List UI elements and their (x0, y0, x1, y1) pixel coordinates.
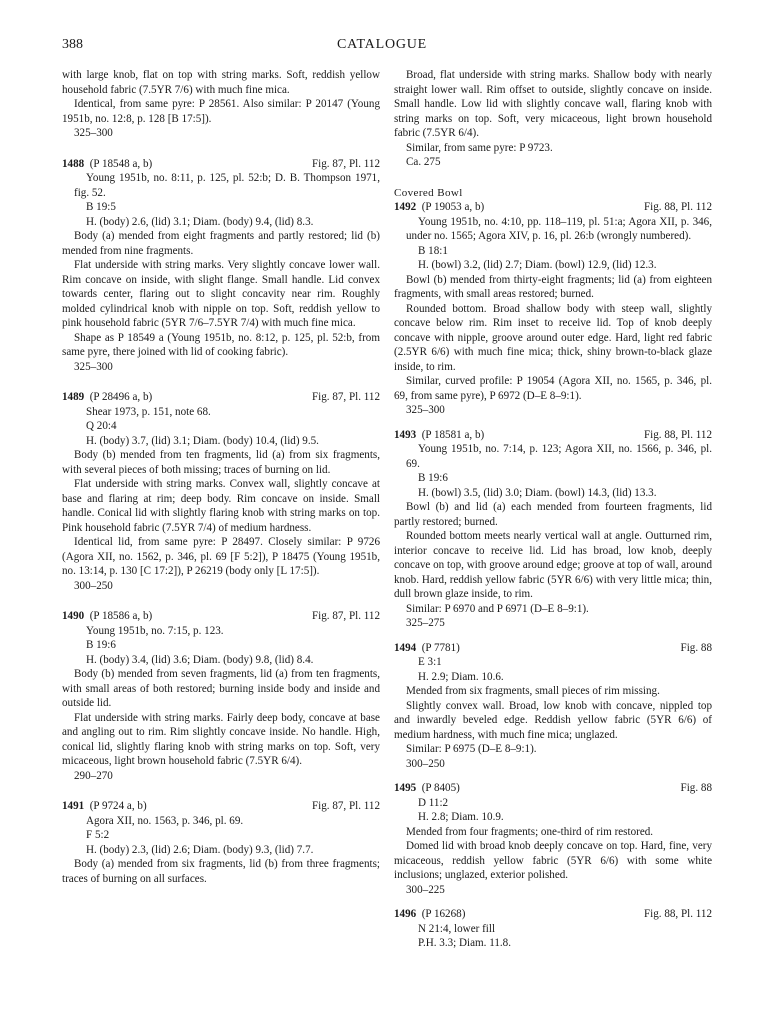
comparanda: Similar, curved profile: P 19054 (Agora XII, no. 1565, p. 346, pl. 69, from same pyre), P 6972 (D–E 8–9:1). (394, 375, 712, 402)
continued-note: Similar, from same pyre: P 9723. (406, 141, 553, 154)
inventory-number: (P 9724 a, b) (89, 800, 147, 812)
condition: Body (a) mended from six fragments, lid (b) from three fragments; traces of burning on all surfaces. (62, 858, 380, 885)
entry-heading (394, 200, 712, 215)
entry-number: 1496 (394, 908, 417, 920)
entry-number: 1495 (394, 782, 417, 794)
bibliography: Agora XII, no. 1563, p. 346, pl. 69. (86, 814, 244, 827)
dimensions: H. (body) 2.6, (lid) 3.1; Diam. (body) 9.4, (lid) 8.3. (86, 215, 314, 228)
entry-number: 1492 (394, 201, 417, 213)
date: 290–270 (74, 769, 113, 782)
condition: Mended from six fragments, small pieces of rim missing. (406, 685, 660, 697)
condition: Body (b) mended from seven fragments, lid (a) from ten fragments, with small areas of both restored; burning inside body and inside and outside lid. (62, 668, 380, 709)
deposit: N 21:4, lower fill (418, 922, 496, 935)
inventory-number: (P 18586 a, b) (89, 610, 153, 622)
bibliography: Young 1951b, no. 7:15, p. 123. (86, 624, 224, 637)
catalogue-entry-1489 (62, 390, 380, 593)
inventory-number: (P 16268) (421, 908, 466, 920)
catalogue-entry-1491 (62, 799, 380, 886)
figure-ref: Fig. 88, Pl. 112 (643, 201, 712, 213)
entry-heading (394, 907, 712, 922)
bibliography: Young 1951b, no. 8:11, p. 125, pl. 52:b; D. B. Thompson 1971, fig. 52. (74, 172, 380, 199)
description: Flat underside with string marks. Very slightly concave lower wall. Rim concave on inside, with slight flange. Small handle. Lid convex towards center, flaring out to slight concavity near rim. Roughly molded cylindrical knob with nipple on top. Soft, reddish yellow to pink household fabric (5YR 7/6–7.5YR 7/4) with much fine mica. (62, 259, 380, 329)
deposit: F 5:2 (86, 829, 110, 841)
entry-heading (62, 390, 380, 405)
dimensions: P.H. 3.3; Diam. 11.8. (418, 937, 511, 949)
page-number: 388 (62, 37, 83, 52)
description: Flat underside with string marks. Convex wall, slightly concave at base and flaring at rim; deep body. Rim concave on inside. Small handle. Conical lid with slightly flaring knob with string marks on top. Pink household fabric (7.5YR 7/4) of medium hardness. (62, 478, 380, 534)
entry-heading (394, 781, 712, 796)
inventory-number: (P 18581 a, b) (421, 428, 485, 441)
continued-note: Identical, from same pyre: P 28561. Also similar: P 20147 (Young 1951b, no. 12:8, p. 128 [B 17:5]). (62, 98, 380, 125)
catalogue-entry-1492 (394, 200, 712, 418)
inventory-number: (P 28496 a, b) (89, 391, 153, 403)
continued-description: with large knob, flat on top with string marks. Soft, reddish yellow household fabric (7.5YR 7/6) with much fine mica. (62, 69, 380, 96)
figure-ref: Fig. 87, Pl. 112 (311, 610, 380, 622)
date: 300–225 (406, 883, 445, 896)
condition: Bowl (b) and lid (a) each mended from fourteen fragments, lid partly restored; burned. (394, 501, 712, 528)
catalogue-entry-1493 (394, 428, 712, 631)
entry-heading (62, 799, 380, 814)
inventory-number: (P 7781) (421, 641, 460, 654)
entry-number: 1494 (394, 641, 417, 654)
description: Slightly convex wall. Broad, low knob with concave, nippled top and inwardly beveled edge. Reddish yellow fabric (5YR 6/6) of medium hardness, with much fine mica; unglazed. (394, 699, 712, 741)
deposit: B 19:6 (86, 639, 116, 651)
dimensions: H. (body) 2.3, (lid) 2.6; Diam. (body) 9.3, (lid) 7.7. (86, 843, 314, 856)
left-column (62, 68, 380, 886)
condition: Bowl (b) mended from thirty-eight fragments; lid (a) from eighteen fragments, with small areas restored; burned. (394, 273, 712, 300)
bibliography: Young 1951b, no. 4:10, pp. 118–119, pl. 51:a; Agora XII, p. 346, under no. 1565; Agora XIV, p. 16, pl. 26:b (wrongly numbered). (406, 215, 712, 242)
date: 300–250 (74, 579, 113, 592)
dimensions: H. 2.8; Diam. 10.9. (418, 811, 504, 823)
entry-heading (394, 641, 712, 656)
dimensions: H. (body) 3.4, (lid) 3.6; Diam. (body) 9.8, (lid) 8.4. (86, 653, 314, 666)
deposit: B 18:1 (418, 244, 448, 257)
date: 325–300 (74, 360, 113, 373)
deposit: B 19:5 (86, 201, 116, 213)
section-heading: Covered Bowl (394, 186, 463, 199)
date: 300–250 (406, 757, 445, 770)
date: 325–275 (406, 617, 445, 629)
deposit: E 3:1 (418, 656, 442, 668)
entry-number: 1488 (62, 157, 85, 170)
figure-ref: Fig. 87, Pl. 112 (311, 391, 380, 403)
inventory-number: (P 18548 a, b) (89, 157, 153, 170)
inventory-number: (P 8405) (421, 782, 460, 794)
figure-ref: Fig. 88, Pl. 112 (643, 428, 712, 441)
entry-heading (62, 609, 380, 624)
deposit: D 11:2 (418, 796, 449, 809)
bibliography: Shear 1973, p. 151, note 68. (86, 405, 211, 418)
entry-number: 1493 (394, 428, 417, 441)
bibliography: Young 1951b, no. 7:14, p. 123; Agora XII, no. 1566, p. 346, pl. 69. (406, 443, 712, 470)
entry-number: 1491 (62, 800, 85, 812)
inventory-number: (P 19053 a, b) (421, 201, 485, 213)
running-title: CATALOGUE (336, 37, 428, 52)
description: Flat underside with string marks. Fairly deep body, concave at base and angling out to rim. Rim slightly concave inside. No handle. High, conical lid, slightly flaring knob with string marks on top. Soft, very micaceous, light brown household fabric (7.5YR 6/4). (62, 711, 380, 767)
catalogue-entry-1496 (394, 907, 712, 951)
description: Domed lid with broad knob deeply concave on top. Hard, fine, very micaceous, reddish yellow fabric (5YR 6/6) with some white inclusions; unglazed, exterior polished. (394, 840, 712, 881)
entry-number: 1489 (62, 391, 85, 403)
comparanda: Similar: P 6970 and P 6971 (D–E 8–9:1). (406, 602, 589, 615)
dimensions: H. (bowl) 3.5, (lid) 3.0; Diam. (bowl) 14.3, (lid) 13.3. (418, 486, 657, 499)
condition: Body (b) mended from ten fragments, lid (a) from six fragments, with several pieces of both missing; traces of burning on lid. (62, 449, 380, 476)
entry-heading (394, 428, 712, 443)
deposit: Q 20:4 (86, 420, 117, 432)
figure-ref: Fig. 88 (680, 782, 712, 794)
entry-heading (62, 157, 380, 172)
deposit: B 19:6 (418, 472, 448, 484)
condition: Mended from four fragments; one-third of rim restored. (406, 825, 654, 838)
dimensions: H. (bowl) 3.2, (lid) 2.7; Diam. (bowl) 12.9, (lid) 12.3. (418, 259, 657, 271)
comparanda: Shape as P 18549 a (Young 1951b, no. 8:12, p. 125, pl. 52:b, from same pyre, there joined with lid of cooking fabric). (62, 331, 380, 358)
catalogue-entry-1495 (394, 781, 712, 897)
continued-date: 325–300 (74, 127, 113, 139)
description: Rounded bottom meets nearly vertical wall at angle. Outturned rim, interior concave to receive lid. Lid has broad, low knob, deeply concave on top, with groove around edge; groove at top of wall, around knob. Hard, reddish yellow fabric (5YR 6/6) with very little mica; thin, dull brown glaze inside, to rim. (394, 530, 712, 600)
comparanda: Identical lid, from same pyre: P 28497. Closely similar: P 9726 (Agora XII, no. 1562, p. 346, pl. 69 [F 5:2]), P 18475 (Young 1951b, no. 13:14, p. 130 [C 17:2]), P 26219 (body only [L 17:5]). (62, 536, 380, 577)
figure-ref: Fig. 88 (680, 641, 712, 654)
catalogue-entry-1490 (62, 609, 380, 783)
dimensions: H. 2.9; Diam. 10.6. (418, 670, 504, 683)
continued-description: Broad, flat underside with string marks. Shallow body with nearly straight lower wall. Rim offset to outside, slightly concave on inside. Small handle. Low lid with slightly concave wall, flaring knob with string marks on top. Soft, very micaceous, light brown household fabric (7.5YR 6/4). (394, 69, 712, 139)
figure-ref: Fig. 88, Pl. 112 (643, 908, 712, 920)
condition: Body (a) mended from eight fragments and partly restored; lid (b) mended from nine fragments. (62, 230, 380, 257)
description: Rounded bottom. Broad shallow body with steep wall, slightly concave below rim. Rim inset to receive lid. Top of knob deeply concave with nipple, groove around outer edge. Hard, light red fabric (2.5YR 6/6) with much fine mica; thick, shiny brown-to-black glaze inside, to rim. (394, 302, 712, 373)
catalogue-entry-1494 (394, 641, 712, 772)
continued-date: Ca. 275 (406, 156, 441, 168)
figure-ref: Fig. 87, Pl. 112 (311, 157, 380, 170)
catalogue-entry-1488 (62, 157, 380, 375)
entry-number: 1490 (62, 610, 85, 622)
figure-ref: Fig. 87, Pl. 112 (311, 800, 380, 812)
right-column (394, 68, 712, 951)
dimensions: H. (body) 3.7, (lid) 3.1; Diam. (body) 10.4, (lid) 9.5. (86, 434, 319, 447)
date: 325–300 (406, 404, 445, 416)
comparanda: Similar: P 6975 (D–E 8–9:1). (406, 743, 537, 755)
